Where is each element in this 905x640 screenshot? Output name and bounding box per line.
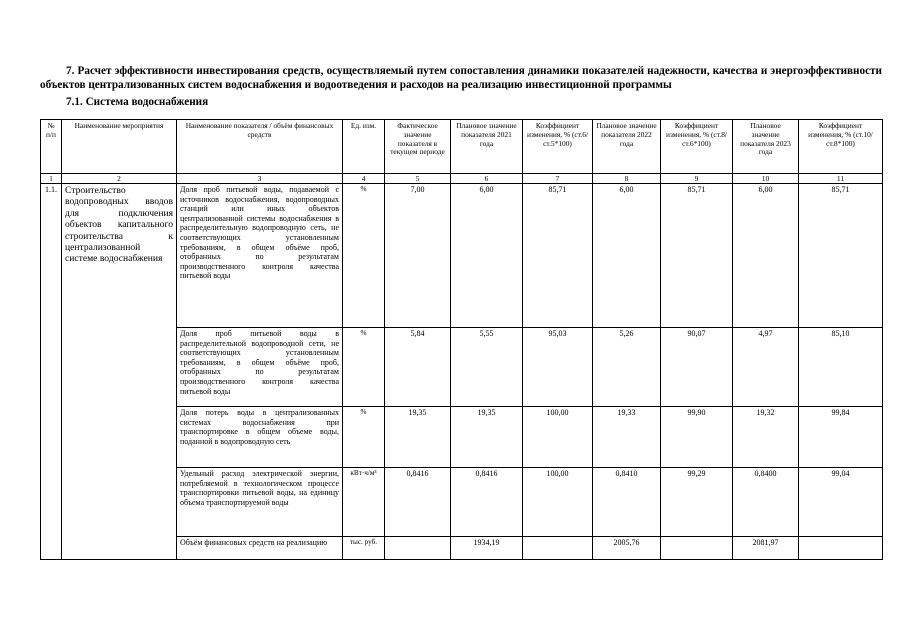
plan-2023-value: 0,8400 [733, 468, 799, 537]
coef-2023-value: 99,84 [799, 407, 883, 468]
column-number: 7 [523, 174, 593, 184]
item-number: 1.1. [41, 184, 62, 560]
plan-2022-value: 5,26 [593, 328, 661, 407]
coef-2021-value: 100,00 [523, 468, 593, 537]
section-heading: 7. Расчет эффективности инвестирования средств, осуществляемый путем сопоставления динамики показателей надежности, качества и энергоэффективности объектов централизованных систем водоснабжения и водоотведения и расходов на реализацию инвестиционной программы [40, 65, 882, 91]
header-cell: № п/п [41, 120, 62, 174]
header-cell: Плановое значение показателя 2022 года [593, 120, 661, 174]
header-cell: Плановое значение показателя 2021 года [451, 120, 523, 174]
header-cell: Наименование показателя / объём финансовых средств [177, 120, 343, 174]
actual-value: 5,84 [385, 328, 451, 407]
column-number: 11 [799, 174, 883, 184]
column-number: 4 [343, 174, 385, 184]
header-cell: Коэффициент изменения, % (ст.8/ст.6*100) [661, 120, 733, 174]
coef-2021-value: 85,71 [523, 184, 593, 328]
coef-2022-value [661, 537, 733, 560]
header-cell: Плановое значение показателя 2023 года [733, 120, 799, 174]
plan-2022-value: 0,8410 [593, 468, 661, 537]
plan-2021-value: 19,35 [451, 407, 523, 468]
header-cell: Фактическое значение показателя в текущем периоде [385, 120, 451, 174]
coef-2022-value: 99,29 [661, 468, 733, 537]
actual-value [385, 537, 451, 560]
coef-2022-value: 90,07 [661, 328, 733, 407]
indicator-name: Объём финансовых средств на реализацию [177, 537, 343, 560]
subsection-heading: 7.1. Система водоснабжения [66, 96, 209, 108]
indicator-name: Доля потерь воды в централизованных системах водоснабжения при транспортировке в общем объеме воды, поданной в водопроводную сеть [177, 407, 343, 468]
header-cell: Ед. изм. [343, 120, 385, 174]
column-number: 2 [62, 174, 177, 184]
plan-2023-value: 2081,97 [733, 537, 799, 560]
plan-2021-value: 0,8416 [451, 468, 523, 537]
unit-cell: % [343, 407, 385, 468]
actual-value: 0,8416 [385, 468, 451, 537]
unit-cell: тыс. руб. [343, 537, 385, 560]
coef-2021-value: 100,00 [523, 407, 593, 468]
column-number: 6 [451, 174, 523, 184]
plan-2021-value: 6,00 [451, 184, 523, 328]
coef-2022-value: 99,90 [661, 407, 733, 468]
coef-2021-value: 95,03 [523, 328, 593, 407]
event-name: Строительство водопроводных вводов для подключения объектов капитального строительства к централизованной системе водоснабжения [62, 184, 177, 560]
header-cell: Наименование мероприятия [62, 120, 177, 174]
coef-2023-value [799, 537, 883, 560]
column-number: 10 [733, 174, 799, 184]
plan-2023-value: 19,32 [733, 407, 799, 468]
plan-2023-value: 6,00 [733, 184, 799, 328]
header-row [41, 120, 883, 174]
coef-2022-value: 85,71 [661, 184, 733, 328]
column-number: 1 [41, 174, 62, 184]
plan-2021-value: 1934,19 [451, 537, 523, 560]
indicator-name: Удельный расход электрической энергии, потребляемой в технологическом процессе транспортировки питьевой воды, на единицу объема транспортируемой воды [177, 468, 343, 537]
table-row [41, 184, 883, 328]
unit-cell: % [343, 328, 385, 407]
plan-2022-value: 6,00 [593, 184, 661, 328]
efficiency-table [40, 119, 883, 560]
header-cell: Коэффициент изменения, % (ст.10/ст.8*100) [799, 120, 883, 174]
coef-2023-value: 85,10 [799, 328, 883, 407]
plan-2021-value: 5,55 [451, 328, 523, 407]
column-number: 5 [385, 174, 451, 184]
indicator-name: Доля проб питьевой воды, подаваемой с источников водоснабжения, водопроводных станций или иных объектов централизованной системы водоснабжения в распределительную водопроводную сеть, не соответствующих установленным требованиям, в общем объёме проб, отобранных по результатам производственного контроля качества питьевой воды [177, 184, 343, 328]
column-number: 3 [177, 174, 343, 184]
column-number: 9 [661, 174, 733, 184]
coef-2021-value [523, 537, 593, 560]
coef-2023-value: 99,04 [799, 468, 883, 537]
actual-value: 19,35 [385, 407, 451, 468]
header-cell: Коэффициент изменения, % (ст.6/ст.5*100) [523, 120, 593, 174]
actual-value: 7,00 [385, 184, 451, 328]
unit-cell: % [343, 184, 385, 328]
indicator-name: Доля проб питьевой воды в распределительной водопроводной сети, не соответствующих установленным требованиям, в общем объёме проб, отобранных по результатам производственного контроля качества питьевой воды [177, 328, 343, 407]
plan-2022-value: 2005,76 [593, 537, 661, 560]
unit-cell: кВт·ч/м³ [343, 468, 385, 537]
column-number-row [41, 174, 883, 184]
document-page [40, 64, 882, 560]
plan-2022-value: 19,33 [593, 407, 661, 468]
plan-2023-value: 4,97 [733, 328, 799, 407]
coef-2023-value: 85,71 [799, 184, 883, 328]
column-number: 8 [593, 174, 661, 184]
